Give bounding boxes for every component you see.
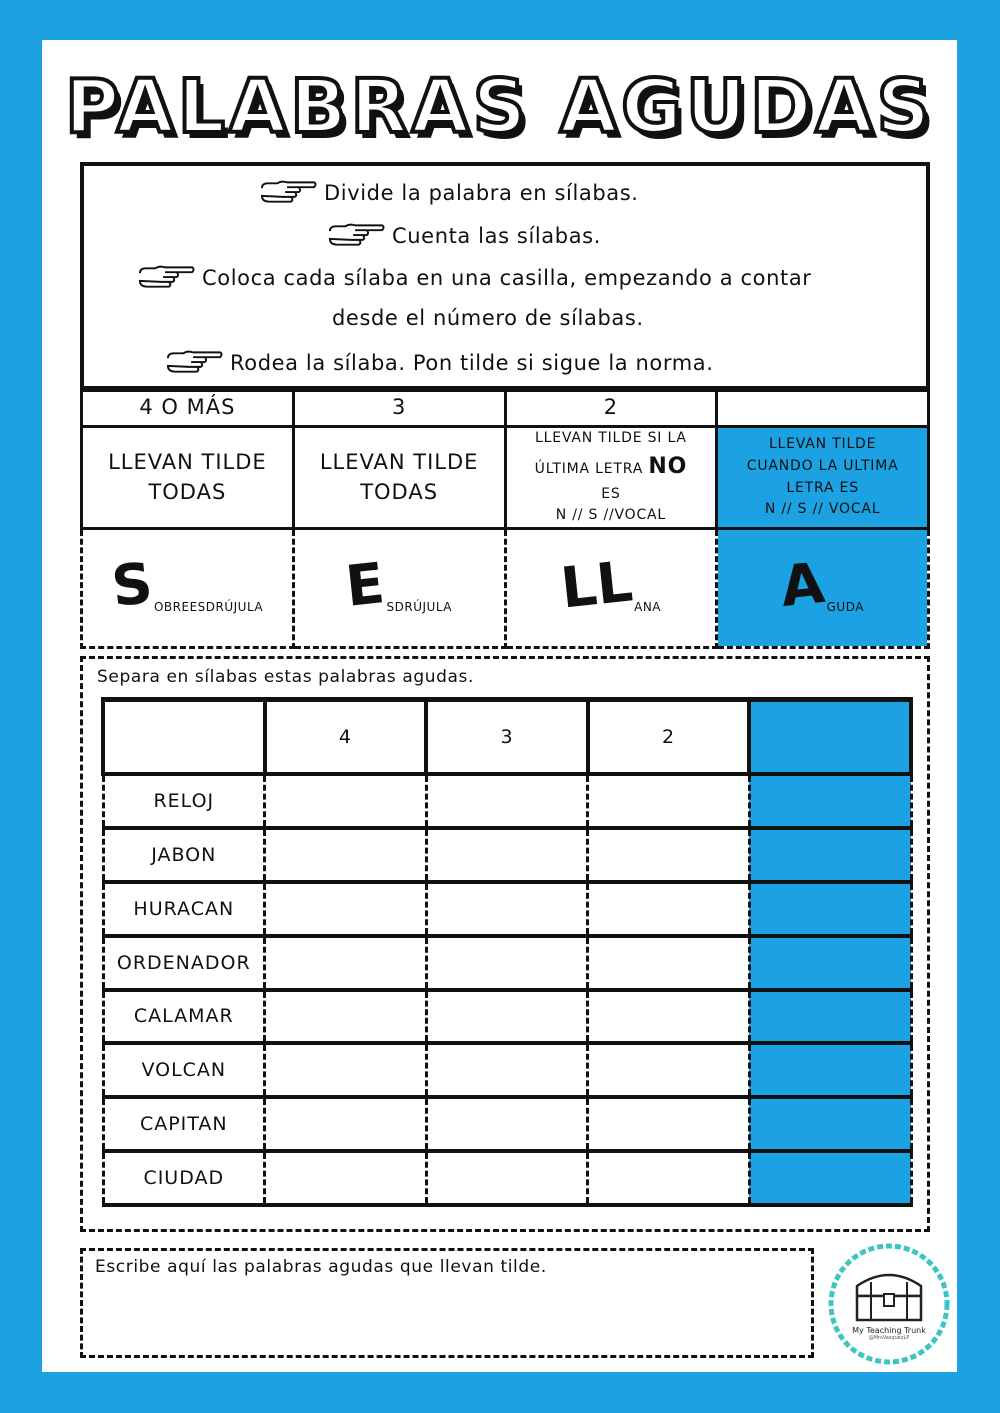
- syllable-input-cell[interactable]: [426, 774, 588, 828]
- instructions-box: [80, 162, 930, 392]
- word-cell: ORDENADOR: [103, 936, 265, 990]
- syllable-input-cell[interactable]: [588, 1097, 750, 1151]
- logo-text: My Teaching Trunk @MrsVasquezLP: [852, 1326, 926, 1341]
- accent-rules-table: [80, 386, 930, 649]
- instruction-4: [332, 306, 644, 330]
- syllable-input-cell[interactable]: [265, 936, 427, 990]
- syllable-input-cell[interactable]: [265, 882, 427, 936]
- header-cell: 3: [426, 700, 588, 775]
- rule-cell-sobreesdrujula: LLEVAN TILDE TODAS: [82, 427, 294, 529]
- syllable-input-cell[interactable]: [265, 990, 427, 1044]
- table-row: [103, 774, 911, 828]
- instruction-3: [138, 263, 812, 293]
- syllable-input-cell[interactable]: [588, 990, 750, 1044]
- table-row: [103, 1151, 911, 1205]
- syllable-input-cell[interactable]: [588, 1151, 750, 1205]
- syllable-input-cell[interactable]: [749, 828, 911, 882]
- syllable-input-cell[interactable]: [265, 1151, 427, 1205]
- syllable-exercise: [80, 656, 930, 1232]
- header-cell: 2: [588, 700, 750, 775]
- rule-row: [82, 427, 929, 529]
- syllable-input-cell[interactable]: [265, 1097, 427, 1151]
- pointing-hand-icon: [328, 221, 386, 251]
- table-row: [103, 882, 911, 936]
- instruction-text: Divide la palabra en sílabas.: [324, 181, 639, 205]
- rule-cell-aguda: LLEVAN TILDE CUANDO LA ULTIMA LETRA ES N // S // VOCAL: [717, 427, 929, 529]
- syllable-input-cell[interactable]: [749, 990, 911, 1044]
- answer-box-label: Escribe aquí las palabras agudas que llevan tilde.: [95, 1257, 547, 1277]
- header-cell: 4: [265, 700, 427, 775]
- worksheet: [42, 40, 957, 1372]
- count-cell: 3: [293, 388, 505, 427]
- syllable-input-cell[interactable]: [749, 936, 911, 990]
- syllable-input-cell[interactable]: [749, 882, 911, 936]
- type-cell-sobreesdrujula: S OBREESDRÚJULA: [82, 529, 294, 648]
- type-cell-aguda: A GUDA: [717, 529, 929, 648]
- instruction-text: Coloca cada sílaba en una casilla, empezando a contar: [202, 266, 812, 290]
- count-cell: 2: [505, 388, 717, 427]
- word-cell: JABON: [103, 828, 265, 882]
- instruction-2: [328, 221, 601, 251]
- syllable-count-row: [82, 388, 929, 427]
- syllable-input-cell[interactable]: [426, 1043, 588, 1097]
- treasure-chest-icon: [827, 1242, 951, 1366]
- instruction-text: Cuenta las sílabas.: [392, 224, 601, 248]
- syllable-input-cell[interactable]: [588, 936, 750, 990]
- pointing-hand-icon: [138, 263, 196, 293]
- instruction-1: [260, 178, 639, 208]
- header-cell-aguda: [749, 700, 911, 775]
- word-cell: RELOJ: [103, 774, 265, 828]
- count-cell: 4 O MÁS: [82, 388, 294, 427]
- syllable-input-cell[interactable]: [588, 882, 750, 936]
- table-row: [103, 1043, 911, 1097]
- syllable-input-cell[interactable]: [426, 936, 588, 990]
- syllable-input-cell[interactable]: [588, 828, 750, 882]
- rule-cell-llana: LLEVAN TILDE SI LA ÚLTIMA LETRA NO ES N // S //VOCAL: [505, 427, 717, 529]
- syllable-input-cell[interactable]: [588, 774, 750, 828]
- table-row: [103, 990, 911, 1044]
- instruction-text: desde el número de sílabas.: [332, 306, 644, 330]
- syllable-input-cell[interactable]: [426, 1151, 588, 1205]
- syllable-input-cell[interactable]: [426, 828, 588, 882]
- page-title: PALABRAS AGUDAS: [65, 64, 934, 150]
- syllable-input-cell[interactable]: [265, 774, 427, 828]
- type-cell-llana: LL ANA: [505, 529, 717, 648]
- header-cell: [103, 700, 265, 775]
- syllable-input-cell[interactable]: [749, 1097, 911, 1151]
- table-row: [103, 1097, 911, 1151]
- syllable-input-cell[interactable]: [426, 1097, 588, 1151]
- count-cell: [717, 388, 929, 427]
- type-cell-esdrujula: E SDRÚJULA: [293, 529, 505, 648]
- syllable-input-cell[interactable]: [749, 774, 911, 828]
- rule-cell-esdrujula: LLEVAN TILDE TODAS: [293, 427, 505, 529]
- exercise-label: Separa en sílabas estas palabras agudas.: [97, 667, 475, 687]
- syllable-input-cell[interactable]: [426, 882, 588, 936]
- answer-box[interactable]: [80, 1248, 814, 1358]
- pointing-hand-icon: [260, 178, 318, 208]
- pointing-hand-icon: [166, 348, 224, 378]
- syllable-table: [101, 697, 913, 1207]
- word-cell: CAPITAN: [103, 1097, 265, 1151]
- syllable-input-cell[interactable]: [265, 1043, 427, 1097]
- table-row: [103, 936, 911, 990]
- instruction-5: [166, 348, 714, 378]
- word-type-row: [82, 529, 929, 648]
- word-cell: HURACAN: [103, 882, 265, 936]
- syllable-input-cell[interactable]: [588, 1043, 750, 1097]
- instruction-text: Rodea la sílaba. Pon tilde si sigue la norma.: [230, 351, 714, 375]
- word-cell: CALAMAR: [103, 990, 265, 1044]
- syllable-table-header: [103, 700, 911, 775]
- syllable-input-cell[interactable]: [265, 828, 427, 882]
- syllable-input-cell[interactable]: [749, 1151, 911, 1205]
- brand-logo: [827, 1242, 951, 1366]
- table-row: [103, 828, 911, 882]
- syllable-input-cell[interactable]: [749, 1043, 911, 1097]
- word-cell: CIUDAD: [103, 1151, 265, 1205]
- syllable-input-cell[interactable]: [426, 990, 588, 1044]
- word-cell: VOLCAN: [103, 1043, 265, 1097]
